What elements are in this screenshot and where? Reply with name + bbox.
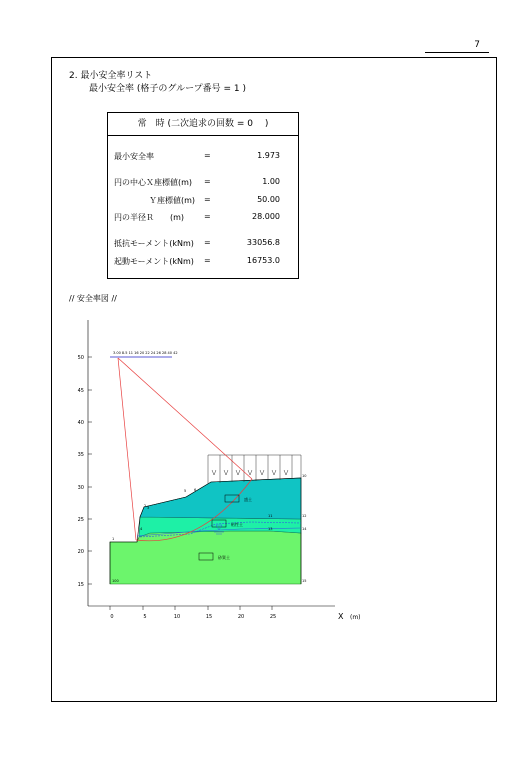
node-label: 4 — [140, 527, 143, 531]
x-tick-label: 25 — [269, 614, 277, 620]
y-tick-label: 40 — [77, 420, 84, 426]
result-value-center-x: 1.00 — [262, 177, 280, 186]
node-label: 6 — [194, 488, 197, 492]
result-value-center-y: 50.00 — [257, 195, 280, 204]
result-label-radius: 円の半径Ｒ (m) — [114, 213, 185, 222]
section-subtitle: 最小安全率 (格子のグループ番号 = 1 ) — [89, 84, 247, 94]
node-label: 1 — [112, 537, 115, 541]
embankment-label: 盛土 — [244, 497, 252, 502]
x-tick-label: 20 — [237, 614, 245, 620]
y-tick-label: 50 — [77, 355, 84, 361]
x-tick-label: 10 — [173, 614, 181, 620]
result-value-min-fs: 1.973 — [257, 151, 280, 160]
node-label: 5 — [184, 489, 187, 493]
result-eq-min-fs: = — [204, 151, 211, 160]
results-header: 常 時 (二次追求の回数 = 0 ) — [107, 112, 299, 136]
node-label: 3 — [147, 506, 150, 510]
result-label-center-x: 円の中心Ｘ座標値(m) — [114, 178, 193, 187]
x-axis-title: X — [338, 612, 344, 621]
y-tick-label: 20 — [77, 549, 84, 555]
x-tick-label: 5 — [143, 614, 147, 620]
y-tick-label: 35 — [77, 452, 84, 458]
node-label: 14 — [302, 527, 307, 531]
result-eq-radius: = — [204, 212, 211, 221]
result-eq-resist-moment: = — [204, 238, 211, 247]
y-tick-label: 30 — [77, 485, 84, 491]
result-value-drive-moment: 16753.0 — [246, 256, 280, 265]
radius-line-1 — [118, 358, 136, 540]
result-label-min-fs: 最小安全率 — [114, 152, 154, 161]
result-eq-center-x: = — [204, 177, 211, 186]
node-label: 12 — [302, 514, 307, 518]
center-grid-label: 3.00 8.5 11 16 20 22 24 26 28 40 42 — [113, 351, 178, 355]
result-value-resist-moment: 33056.8 — [246, 238, 280, 247]
result-label-drive-moment: 起動モーメント(kNm) — [114, 257, 194, 266]
y-axis-ticks — [88, 357, 92, 584]
result-label-resist-moment: 抵抗モーメント(kNm) — [114, 239, 194, 248]
page-number: 7 — [474, 40, 480, 50]
figure-title: // 安全率図 // — [69, 294, 117, 303]
result-value-radius: 28.000 — [252, 212, 280, 221]
result-label-center-y: Ｙ座標値(m) — [149, 196, 196, 205]
x-tick-label: 15 — [205, 614, 213, 620]
node-label: 11 — [268, 514, 273, 518]
y-tick-label: 45 — [77, 388, 84, 394]
sand-label: 砂質土 — [218, 555, 230, 560]
result-eq-drive-moment: = — [204, 256, 211, 265]
y-tick-label: 15 — [77, 582, 84, 588]
surcharge-arrows — [212, 470, 288, 475]
node-label: 100 — [112, 579, 119, 583]
x-axis-ticks — [110, 606, 272, 610]
sand-layer — [110, 531, 301, 584]
radius-line-2 — [118, 358, 252, 479]
section-title: 2. 最小安全率リスト — [69, 71, 153, 81]
x-axis-unit: (m) — [350, 614, 361, 621]
result-eq-center-y: = — [204, 195, 211, 204]
x-tick-label: 0 — [110, 614, 114, 620]
y-tick-label: 25 — [77, 517, 84, 523]
node-label: 2 — [144, 504, 147, 508]
node-label: 15 — [302, 579, 307, 583]
clay-label: 粘性土 — [231, 522, 243, 527]
node-label: 13 — [268, 527, 273, 531]
node-label: 10 — [302, 474, 307, 478]
